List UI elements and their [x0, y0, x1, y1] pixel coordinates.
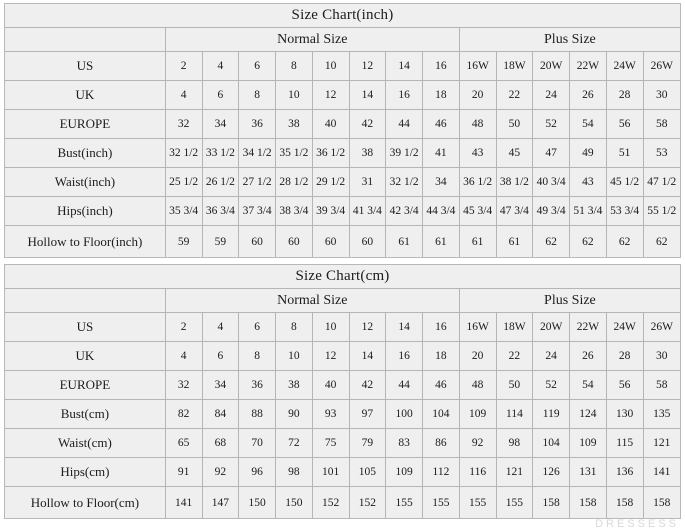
cell: 135 [643, 400, 680, 429]
cell: 100 [386, 400, 423, 429]
cell: 51 [606, 139, 643, 168]
cell: 62 [533, 226, 570, 258]
cell: 10 [312, 52, 349, 81]
cell: 16 [423, 52, 460, 81]
size-chart-cm-block [4, 264, 681, 519]
cell: 4 [165, 342, 202, 371]
cell: 50 [496, 371, 533, 400]
cell: 16W [459, 52, 496, 81]
cell: 16 [386, 342, 423, 371]
cell: 8 [239, 81, 276, 110]
cell: 40 3/4 [533, 168, 570, 197]
cell: 40 [312, 110, 349, 139]
cell: 121 [496, 458, 533, 487]
row-label: US [5, 52, 165, 81]
row-label: Bust(cm) [5, 400, 165, 429]
group-header-blank [5, 289, 165, 313]
cell: 92 [459, 429, 496, 458]
cell: 4 [202, 313, 239, 342]
cell: 28 [606, 342, 643, 371]
chart-title-row [5, 265, 680, 289]
size-chart-inch-block [4, 3, 681, 258]
cell: 109 [386, 458, 423, 487]
cell: 79 [349, 429, 386, 458]
cell: 115 [606, 429, 643, 458]
cell: 22W [570, 313, 607, 342]
cell: 90 [276, 400, 313, 429]
cell: 61 [496, 226, 533, 258]
cell: 8 [239, 342, 276, 371]
cell: 158 [606, 487, 643, 519]
cell: 36 [239, 371, 276, 400]
cell: 97 [349, 400, 386, 429]
cell: 49 [570, 139, 607, 168]
cell: 38 [276, 371, 313, 400]
cell: 36 [239, 110, 276, 139]
group-header-row [5, 28, 680, 52]
cell: 130 [606, 400, 643, 429]
cell: 60 [349, 226, 386, 258]
cell: 52 [533, 371, 570, 400]
cell: 52 [533, 110, 570, 139]
cell: 12 [349, 52, 386, 81]
cell: 16 [423, 313, 460, 342]
cell: 155 [496, 487, 533, 519]
cell: 24 [533, 342, 570, 371]
table-row [5, 52, 680, 81]
cell: 51 3/4 [570, 197, 607, 226]
cell: 141 [643, 458, 680, 487]
cell: 86 [423, 429, 460, 458]
cell: 39 1/2 [386, 139, 423, 168]
table-row [5, 342, 680, 371]
cell: 4 [202, 52, 239, 81]
cell: 32 1/2 [386, 168, 423, 197]
cell: 62 [570, 226, 607, 258]
row-label: Waist(inch) [5, 168, 165, 197]
cell: 42 [349, 110, 386, 139]
row-label: Waist(cm) [5, 429, 165, 458]
size-chart-inch-table [5, 4, 680, 257]
cell: 46 [423, 371, 460, 400]
cell: 91 [165, 458, 202, 487]
cell: 34 [202, 110, 239, 139]
cell: 45 3/4 [459, 197, 496, 226]
cell: 2 [165, 313, 202, 342]
cell: 24 [533, 81, 570, 110]
cell: 56 [606, 371, 643, 400]
group-header-blank [5, 28, 165, 52]
cell: 45 [496, 139, 533, 168]
table-row [5, 429, 680, 458]
cell: 55 1/2 [643, 197, 680, 226]
cell: 50 [496, 110, 533, 139]
cell: 109 [570, 429, 607, 458]
cell: 42 3/4 [386, 197, 423, 226]
cell: 155 [459, 487, 496, 519]
cell: 32 1/2 [165, 139, 202, 168]
cell: 37 3/4 [239, 197, 276, 226]
cell: 18W [496, 313, 533, 342]
cell: 22 [496, 81, 533, 110]
cell: 155 [423, 487, 460, 519]
group-header-normal: Normal Size [165, 28, 459, 52]
cell: 44 [386, 110, 423, 139]
cell: 20W [533, 52, 570, 81]
cell: 43 [570, 168, 607, 197]
cell: 10 [276, 342, 313, 371]
row-label: Hollow to Floor(cm) [5, 487, 165, 519]
cell: 53 [643, 139, 680, 168]
cell: 12 [312, 81, 349, 110]
cell: 54 [570, 110, 607, 139]
table-row [5, 487, 680, 519]
cell: 112 [423, 458, 460, 487]
cell: 65 [165, 429, 202, 458]
cell: 36 1/2 [459, 168, 496, 197]
cell: 124 [570, 400, 607, 429]
cell: 44 3/4 [423, 197, 460, 226]
cell: 105 [349, 458, 386, 487]
cell: 60 [276, 226, 313, 258]
cell: 60 [312, 226, 349, 258]
table-row [5, 371, 680, 400]
cell: 72 [276, 429, 313, 458]
cell: 40 [312, 371, 349, 400]
cell: 12 [312, 342, 349, 371]
cell: 22 [496, 342, 533, 371]
cell: 44 [386, 371, 423, 400]
cell: 38 [276, 110, 313, 139]
table-row [5, 197, 680, 226]
cell: 26W [643, 52, 680, 81]
cell: 2 [165, 52, 202, 81]
cell: 38 [349, 139, 386, 168]
cell: 88 [239, 400, 276, 429]
chart-title-row [5, 4, 680, 28]
row-label: EUROPE [5, 371, 165, 400]
cell: 38 3/4 [276, 197, 313, 226]
cell: 8 [276, 313, 313, 342]
cell: 6 [202, 342, 239, 371]
table-row [5, 400, 680, 429]
cell: 141 [165, 487, 202, 519]
cell: 152 [312, 487, 349, 519]
cell: 109 [459, 400, 496, 429]
cell: 104 [533, 429, 570, 458]
cell: 45 1/2 [606, 168, 643, 197]
cell: 41 3/4 [349, 197, 386, 226]
cell: 62 [606, 226, 643, 258]
cell: 43 [459, 139, 496, 168]
table-row [5, 139, 680, 168]
cell: 47 1/2 [643, 168, 680, 197]
cell: 18 [423, 81, 460, 110]
cell: 136 [606, 458, 643, 487]
cell: 82 [165, 400, 202, 429]
row-label: Hips(cm) [5, 458, 165, 487]
table-row [5, 110, 680, 139]
cell: 14 [386, 52, 423, 81]
cell: 70 [239, 429, 276, 458]
row-label: Hollow to Floor(inch) [5, 226, 165, 258]
cell: 47 3/4 [496, 197, 533, 226]
cell: 121 [643, 429, 680, 458]
cell: 84 [202, 400, 239, 429]
row-label: UK [5, 342, 165, 371]
size-chart-page [0, 3, 685, 532]
cell: 158 [643, 487, 680, 519]
cell: 131 [570, 458, 607, 487]
cell: 92 [202, 458, 239, 487]
cell: 26 [570, 81, 607, 110]
table-row [5, 313, 680, 342]
cell: 61 [459, 226, 496, 258]
cell: 26W [643, 313, 680, 342]
cell: 147 [202, 487, 239, 519]
cell: 53 3/4 [606, 197, 643, 226]
cell: 59 [165, 226, 202, 258]
cell: 56 [606, 110, 643, 139]
chart-title: Size Chart(cm) [5, 265, 680, 289]
cell: 54 [570, 371, 607, 400]
cell: 38 1/2 [496, 168, 533, 197]
row-label: EUROPE [5, 110, 165, 139]
group-header-normal: Normal Size [165, 289, 459, 313]
cell: 114 [496, 400, 533, 429]
cell: 36 1/2 [312, 139, 349, 168]
cell: 47 [533, 139, 570, 168]
cell: 34 1/2 [239, 139, 276, 168]
row-label: Bust(inch) [5, 139, 165, 168]
cell: 116 [459, 458, 496, 487]
cell: 48 [459, 371, 496, 400]
cell: 46 [423, 110, 460, 139]
cell: 83 [386, 429, 423, 458]
cell: 34 [423, 168, 460, 197]
cell: 62 [643, 226, 680, 258]
table-row [5, 81, 680, 110]
cell: 61 [386, 226, 423, 258]
cell: 12 [349, 313, 386, 342]
size-chart-cm-table [5, 265, 680, 518]
cell: 58 [643, 371, 680, 400]
cell: 24W [606, 313, 643, 342]
cell: 98 [276, 458, 313, 487]
cell: 16W [459, 313, 496, 342]
watermark: DRESSESS [595, 518, 679, 530]
cell: 20W [533, 313, 570, 342]
cell: 36 3/4 [202, 197, 239, 226]
cell: 18 [423, 342, 460, 371]
cell: 14 [349, 81, 386, 110]
cell: 59 [202, 226, 239, 258]
cell: 29 1/2 [312, 168, 349, 197]
cell: 28 1/2 [276, 168, 313, 197]
cell: 14 [349, 342, 386, 371]
cell: 26 [570, 342, 607, 371]
cell: 150 [239, 487, 276, 519]
cell: 4 [165, 81, 202, 110]
cell: 152 [349, 487, 386, 519]
cell: 31 [349, 168, 386, 197]
cell: 30 [643, 81, 680, 110]
cell: 101 [312, 458, 349, 487]
row-label: Hips(inch) [5, 197, 165, 226]
cell: 24W [606, 52, 643, 81]
cell: 48 [459, 110, 496, 139]
table-row [5, 458, 680, 487]
cell: 26 1/2 [202, 168, 239, 197]
cell: 30 [643, 342, 680, 371]
cell: 22W [570, 52, 607, 81]
cell: 68 [202, 429, 239, 458]
cell: 61 [423, 226, 460, 258]
cell: 104 [423, 400, 460, 429]
cell: 32 [165, 371, 202, 400]
cell: 10 [312, 313, 349, 342]
table-row [5, 168, 680, 197]
cell: 35 3/4 [165, 197, 202, 226]
cell: 96 [239, 458, 276, 487]
cell: 98 [496, 429, 533, 458]
cell: 33 1/2 [202, 139, 239, 168]
cell: 35 1/2 [276, 139, 313, 168]
cell: 6 [202, 81, 239, 110]
cell: 93 [312, 400, 349, 429]
cell: 58 [643, 110, 680, 139]
cell: 126 [533, 458, 570, 487]
cell: 39 3/4 [312, 197, 349, 226]
cell: 155 [386, 487, 423, 519]
cell: 75 [312, 429, 349, 458]
group-header-row [5, 289, 680, 313]
cell: 10 [276, 81, 313, 110]
cell: 158 [570, 487, 607, 519]
group-header-plus: Plus Size [459, 289, 680, 313]
cell: 18W [496, 52, 533, 81]
cell: 158 [533, 487, 570, 519]
row-label: UK [5, 81, 165, 110]
group-header-plus: Plus Size [459, 28, 680, 52]
cell: 8 [276, 52, 313, 81]
row-label: US [5, 313, 165, 342]
cell: 34 [202, 371, 239, 400]
cell: 16 [386, 81, 423, 110]
cell: 27 1/2 [239, 168, 276, 197]
cell: 41 [423, 139, 460, 168]
cell: 49 3/4 [533, 197, 570, 226]
cell: 6 [239, 313, 276, 342]
table-row [5, 226, 680, 258]
cell: 42 [349, 371, 386, 400]
cell: 20 [459, 81, 496, 110]
cell: 14 [386, 313, 423, 342]
chart-title: Size Chart(inch) [5, 4, 680, 28]
cell: 6 [239, 52, 276, 81]
cell: 28 [606, 81, 643, 110]
cell: 20 [459, 342, 496, 371]
cell: 25 1/2 [165, 168, 202, 197]
cell: 150 [276, 487, 313, 519]
cell: 119 [533, 400, 570, 429]
cell: 32 [165, 110, 202, 139]
cell: 60 [239, 226, 276, 258]
